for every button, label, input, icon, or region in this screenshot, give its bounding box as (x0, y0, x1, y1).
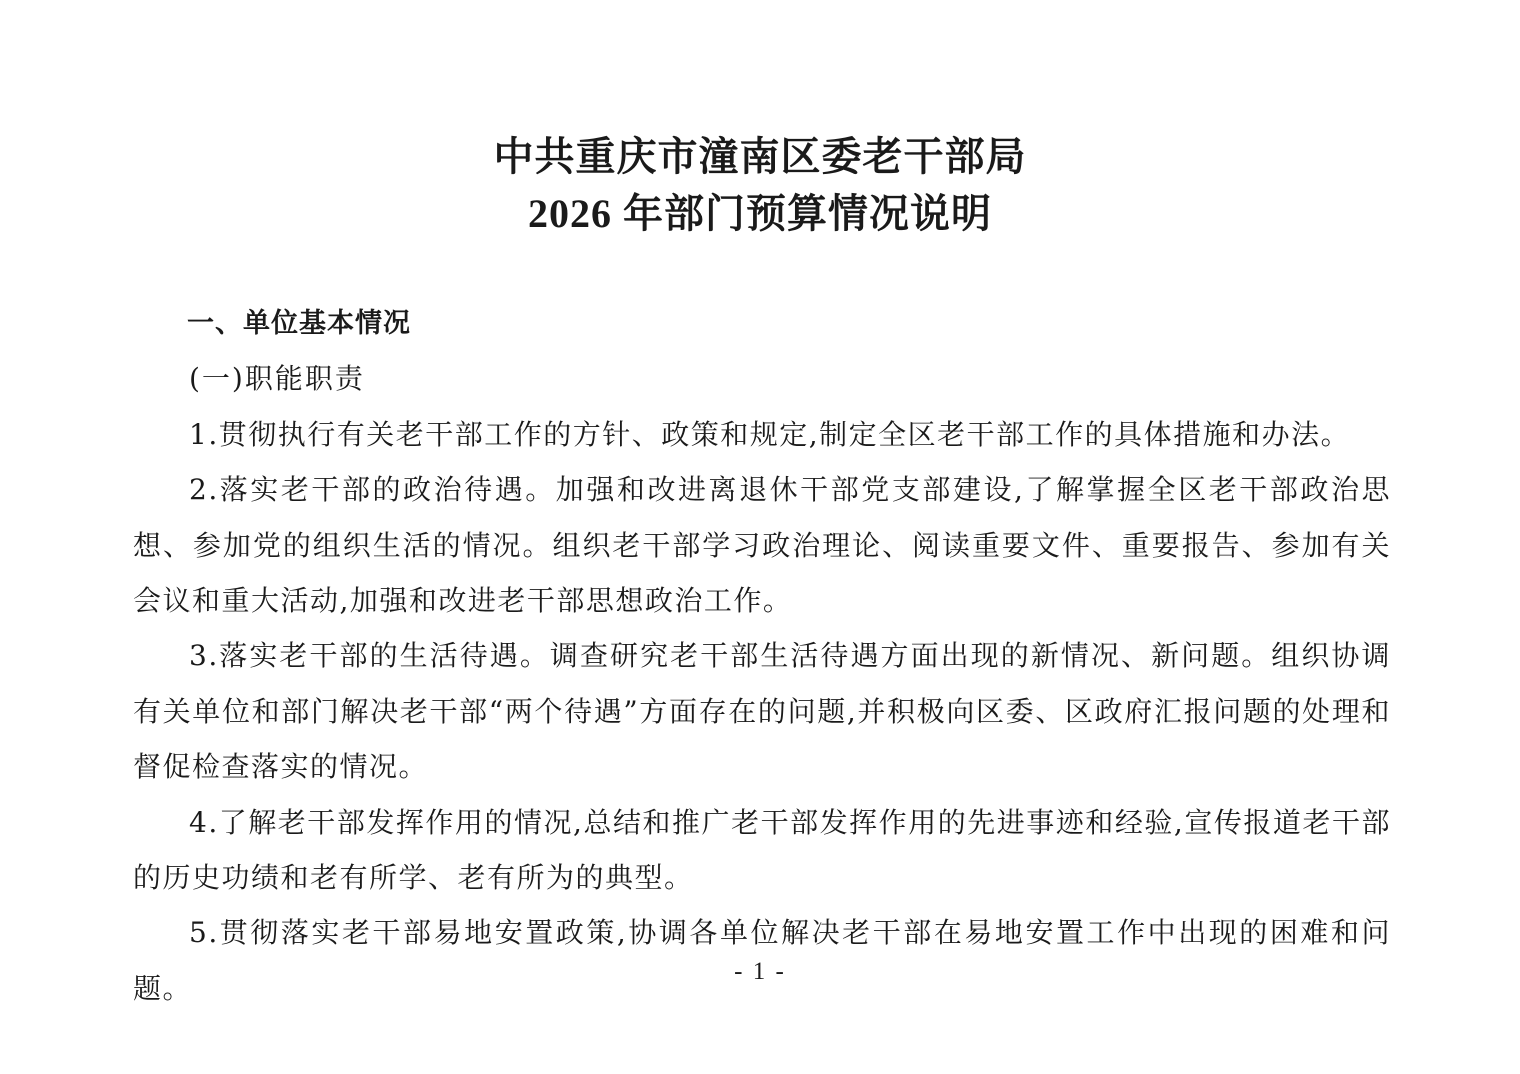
subsection-heading: (一)职能职责 (189, 362, 365, 396)
paragraph-2: 2.落实老干部的政治待遇。加强和改进离退休干部党支部建设,了解掌握全区老干部政治思想、参加党的组织生活的情况。组织老干部学习政治理论、阅读重要文件、重要报告、参加有关会议和重大活动,加强和改进老干部思想政治工作。 (133, 473, 1391, 618)
paragraph-3: 3.落实老干部的生活待遇。调查研究老干部生活待遇方面出现的新情况、新问题。组织协调有关单位和部门解决老干部“两个待遇”方面存在的问题,并积极向区委、区政府汇报问题的处理和督促检查落实的情况。 (133, 639, 1391, 784)
page-number: - 1 - (734, 958, 786, 985)
paragraph-5: 5.贯彻落实老干部易地安置政策,协调各单位解决老干部在易地安置工作中出现的困难和问题。 (133, 916, 1391, 1005)
title-line-1: 中共重庆市潼南区委老干部局 (493, 134, 1027, 179)
paragraph-1: 1.贯彻执行有关老干部工作的方针、政策和规定,制定全区老干部工作的具体措施和办法。 (189, 417, 1351, 451)
section-heading: 一、单位基本情况 (187, 308, 411, 338)
title-line-2: 2026 年部门预算情况说明 (528, 191, 992, 236)
document-title (0, 128, 1520, 242)
document-body (133, 296, 1391, 1016)
paragraph-4: 4.了解老干部发挥作用的情况,总结和推广老干部发挥作用的先进事迹和经验,宣传报道老干部的历史功绩和老有所学、老有所为的典型。 (133, 805, 1391, 895)
